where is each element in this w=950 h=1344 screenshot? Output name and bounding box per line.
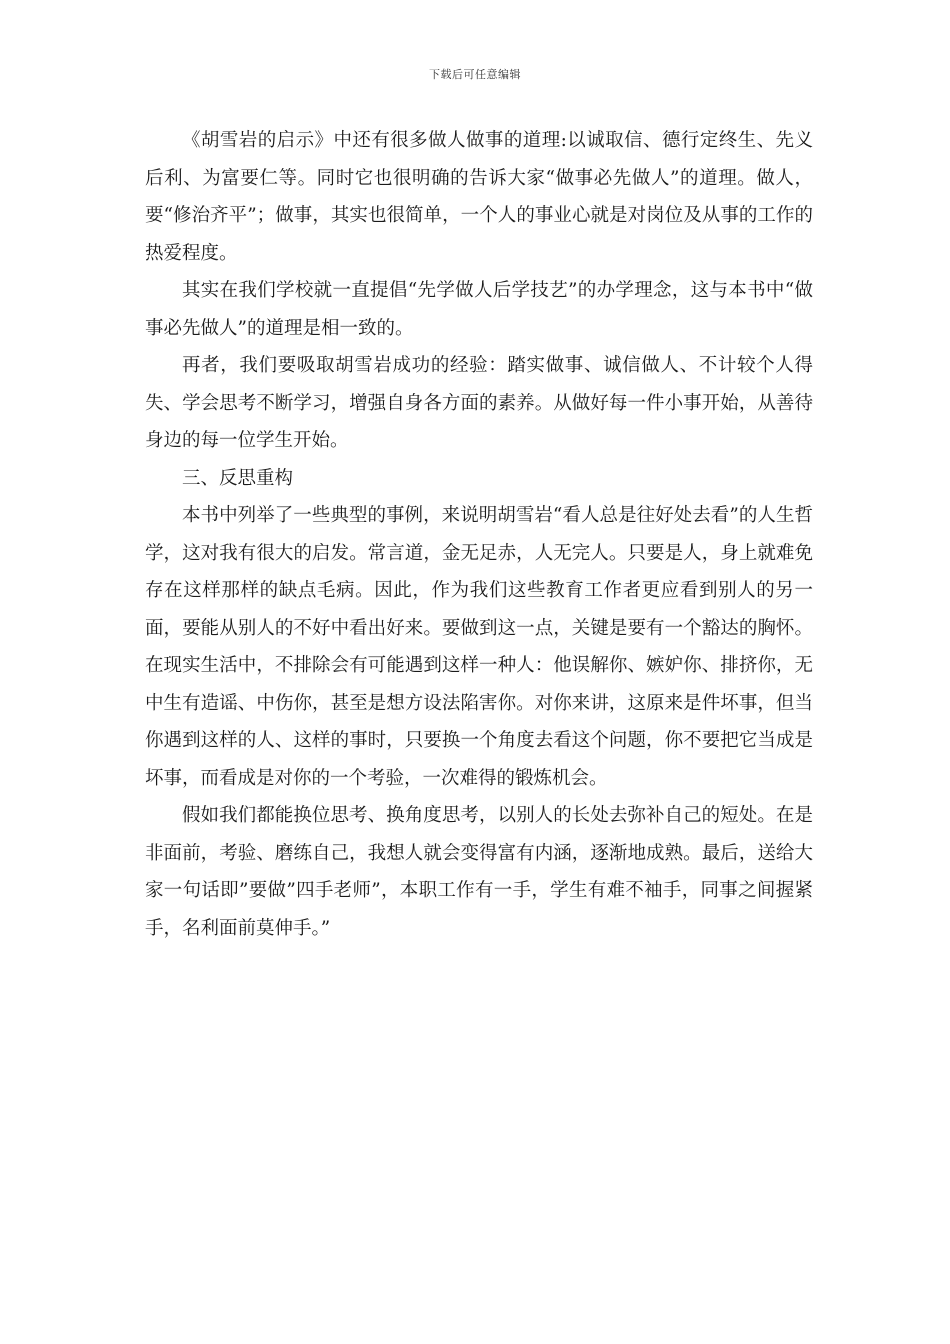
paragraph-lessons: 再者，我们要吸取胡雪岩成功的经验：踏实做事、诚信做人、不计较个人得失、学会思考不断学习，增强自身各方面的素养。从做好每一件小事开始，从善待身边的每一位学生开始。	[145, 355, 813, 451]
paragraph-principles: 《胡雪岩的启示》中还有很多做人做事的道理:以诚取信、德行定终生、先义后利、为富要仁等。同时它也很明确的告诉大家“做事必先做人”的道理。做人，要“修治齐平”；做事，其实也很简单，一个人的事业心就是对岗位及从事的工作的热爱程度。	[145, 130, 813, 264]
document-body	[145, 122, 813, 947]
page-header: 下载后可任意编辑	[429, 68, 521, 81]
paragraph-conclusion: 假如我们都能换位思考、换角度思考，以别人的长处去弥补自己的短处。在是非面前，考验、磨练自己，我想人就会变得富有内涵，逐渐地成熟。最后，送给大家一句话即”要做”四手老师”，本职工作有一手，学生有难不袖手，同事之间握紧手，名利面前莫伸手。”	[145, 805, 813, 939]
paragraph-life-philosophy: 本书中列举了一些典型的事例，来说明胡雪岩“看人总是往好处去看”的人生哲学，这对我有很大的启发。常言道，金无足赤，人无完人。只要是人，身上就难免存在这样那样的缺点毛病。因此，作为我们这些教育工作者更应看到别人的另一面，要能从别人的不好中看出好来。要做到这一点，关键是要有一个豁达的胸怀。在现实生活中，不排除会有可能遇到这样一种人：他误解你、嫉妒你、排挤你，无中生有造谣、中伤你，甚至是想方设法陷害你。对你来讲，这原来是件坏事，但当你遇到这样的人、这样的事时，只要换一个角度去看这个问题，你不要把它当成是坏事，而看成是对你的一个考验，一次难得的锻炼机会。	[145, 505, 813, 789]
paragraph-school-philosophy: 其实在我们学校就一直提倡“先学做人后学技艺”的办学理念，这与本书中“做事必先做人”的道理是相一致的。	[145, 280, 813, 339]
section-heading-reflection: 三、反思重构	[182, 467, 294, 489]
